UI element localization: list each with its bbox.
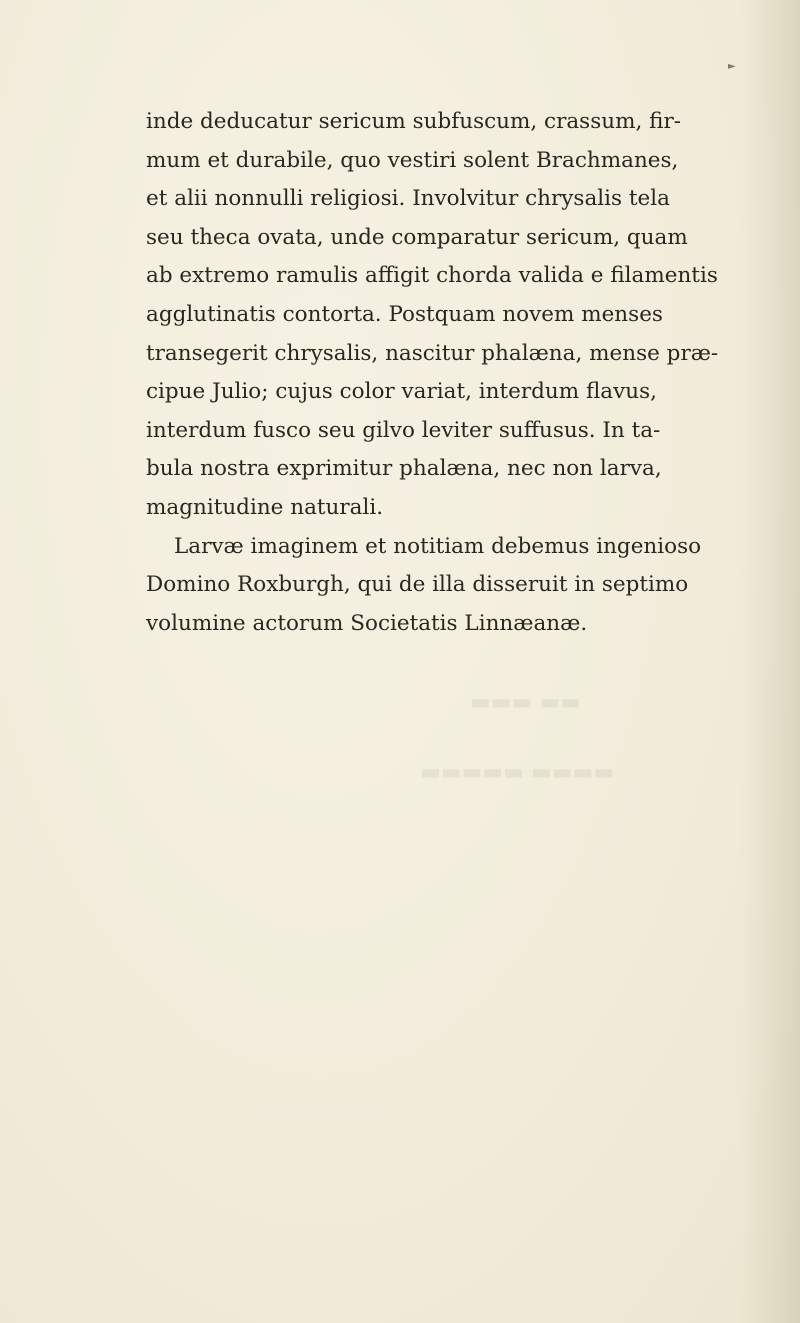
text-line: seu theca ovata, unde comparatur sericum, quam	[146, 224, 688, 250]
body-text	[146, 103, 776, 643]
text-line: magnitudine naturali.	[146, 494, 384, 520]
text-line: volumine actorum Societatis Linnæanæ.	[146, 610, 588, 636]
text-line: Domino Roxburgh, qui de illa disseruit in septimo	[146, 572, 689, 598]
text-line: bula nostra exprimitur phalæna, nec non larva,	[146, 456, 662, 482]
text-line: inde deducatur sericum subfuscum, crassum, fir-	[146, 109, 682, 134]
show-through-decoration: ▬▬▬▬ ▬▬▬▬▬	[420, 760, 615, 785]
text-line: agglutinatis contorta. Postquam novem menses	[146, 301, 663, 327]
text-line: et alii nonnulli religiosi. Involvitur chrysalis tela	[146, 186, 670, 212]
text-line: transegerit chrysalis, nascitur phalæna, mense præ-	[146, 340, 719, 366]
text-line: ab extremo ramulis affigit chorda valida e filamentis	[146, 263, 718, 289]
corner-mark: ►	[728, 61, 736, 72]
text-line: cipue Julio; cujus color variat, interdum flavus,	[146, 379, 657, 405]
text-line: interdum fusco seu gilvo leviter suffusus. In ta-	[146, 417, 661, 443]
paragraph-start-line: Larvæ imaginem et notitiam debemus ingenioso	[174, 533, 702, 559]
text-line: mum et durabile, quo vestiri solent Brachmanes,	[146, 147, 679, 173]
show-through-decoration: ▬▬ ▬▬▬	[470, 690, 581, 715]
